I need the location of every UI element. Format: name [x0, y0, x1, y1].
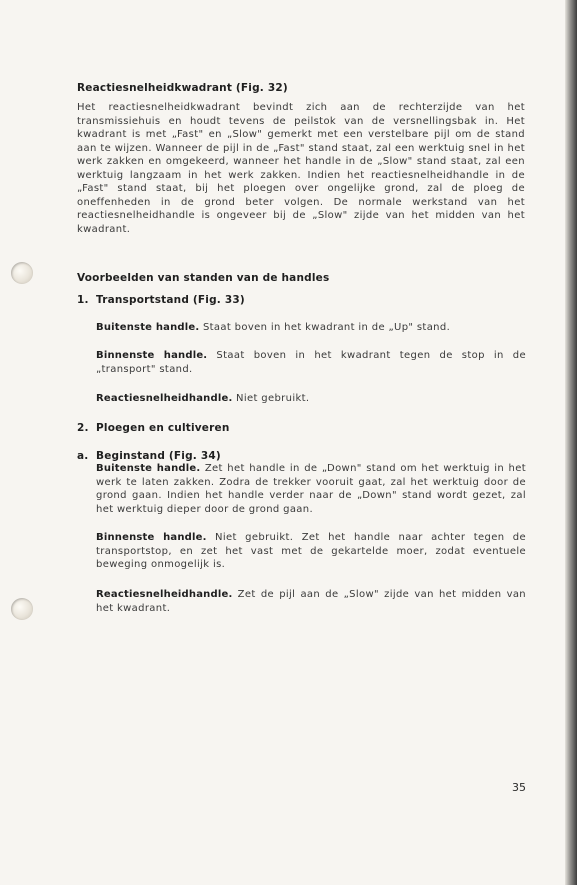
start-inner-handle	[96, 531, 526, 572]
text: Zet de pijl aan de „Slow" zijde van het midden van het kwadrant.	[96, 589, 527, 614]
text: Staat boven in het kwadrant tegen de stop in de „transport" stand.	[96, 350, 526, 375]
item-heading-start-position: Beginstand (Fig. 34)	[96, 450, 221, 462]
label: Buitenste handle.	[96, 322, 200, 333]
label: Reactiesnelheidhandle.	[96, 393, 233, 404]
quadrant-paragraph: Het reactiesnelheidkwadrant bevindt zich aan de rechterzijde van het transmissiehuis en houdt tevens de peilstok van de versnellingsbak in. Het kwadrant is met „Fast" en „Slow" gemerkt met een verstelbare pijl om de stand aan te wijzen. Wanneer de pijl in de „Fast" stand staat, zal een werktuig snel in het werk zakken en omgekeerd, wanneer het handle in de „Slow" stand staat, zal een werktuig langzaam in het werk zakken. Indien het reactiesnelheidhandle in de „Fast" stand staat, bij het ploegen over ongelijke grond, zal de ploeg de oneffenheden in de grond beter volgen. De normale werkstand van het reactiesnelheidhandle is ongeveer bij de „Slow" zijde van het midden van het kwadrant.	[77, 102, 525, 235]
section-heading-examples: Voorbeelden van standen van de handles	[77, 272, 330, 284]
transport-inner-handle	[96, 349, 526, 376]
transport-reaction-handle	[96, 392, 526, 406]
list-number: 2.	[77, 422, 89, 434]
punch-hole	[11, 598, 33, 620]
label: Binnenste handle.	[96, 532, 207, 543]
list-letter: a.	[77, 450, 89, 462]
text: Zet het handle in de „Down" stand om het werktuig in het werk te laten zakken. Zodra de trekker vooruit gaat, zal het werktuig door de grond gaan. Indien het handle verder naar de „Down" stand wordt gezet, zal het werktuig dieper door de grond gaan.	[96, 463, 527, 515]
item-heading-ploughing: Ploegen en cultiveren	[96, 422, 230, 434]
start-outer-handle	[96, 462, 526, 516]
text: Niet gebruikt.	[236, 393, 310, 404]
transport-outer-handle	[96, 321, 526, 335]
list-number: 1.	[77, 294, 89, 306]
page-number: 35	[512, 781, 526, 794]
label: Reactiesnelheidhandle.	[96, 589, 233, 600]
start-reaction-handle	[96, 588, 526, 615]
page-edge-shadow	[565, 0, 577, 885]
punch-hole	[11, 262, 33, 284]
section-heading-quadrant: Reactiesnelheidkwadrant (Fig. 32)	[77, 82, 288, 94]
label: Buitenste handle.	[96, 463, 201, 474]
text: Staat boven in het kwadrant in de „Up" stand.	[202, 322, 451, 333]
item-heading-transport: Transportstand (Fig. 33)	[96, 294, 245, 306]
text: Niet gebruikt. Zet het handle naar achter tegen de transportstop, en zet het vast met de gekartelde moer, zodat eventuele beweging onmogelijk is.	[96, 532, 526, 570]
label: Binnenste handle.	[96, 350, 208, 361]
